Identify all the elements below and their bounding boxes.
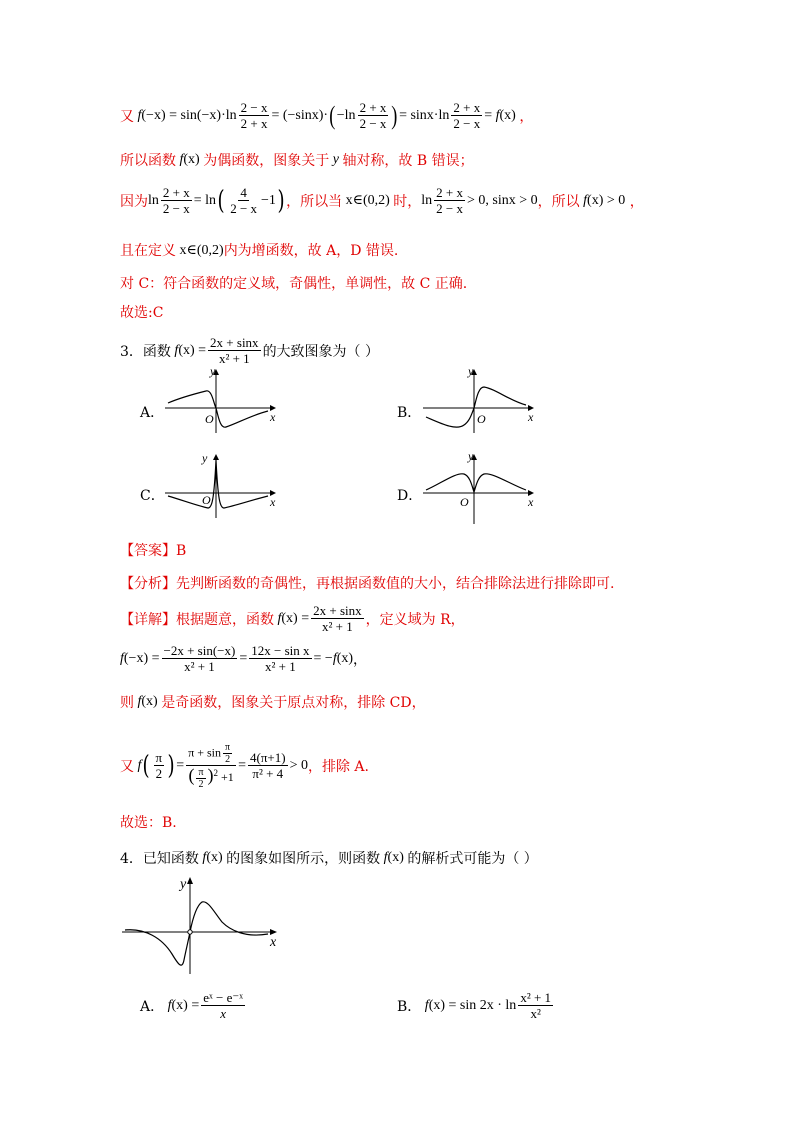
detail-line: 【详解】根据题意，函数 f(x) = $\frac{2x + \sin x}{\text{x² + 1}}$ ，定义域为 R， bbox=[120, 603, 465, 634]
fraction-den: x² + 1 bbox=[265, 659, 296, 674]
text-segment: 内为增函数，故 A，D 错误. bbox=[223, 243, 399, 259]
text-segment: 因为 bbox=[120, 193, 148, 210]
math-segment: > 0, sinx > 0 bbox=[467, 192, 538, 208]
detail-step-2: 则 f(x) 是奇函数，图象关于原点对称，排除 CD， bbox=[120, 694, 426, 711]
fraction-den: x² + 1 bbox=[322, 619, 353, 634]
option-c-graph bbox=[160, 450, 280, 520]
y-axis-label: y bbox=[180, 877, 187, 892]
x-axis-label: x bbox=[528, 410, 534, 424]
proof-line-5: 对 C：符合函数的定义域，奇偶性，单调性，故 C 正确. bbox=[120, 276, 468, 292]
detail-step-3: 又 f ( $\frac{\pi}{2}$ ) = π + sin $\frac{\pi}{2}$ ( $\frac{\pi}{2}$ )$^2$ +1 = $\frac{4(\pi+1)}{\text{π² + 4}}$ > 0 ，排除 A. bbox=[120, 742, 369, 790]
math-segment: = sin 2x · ln bbox=[448, 997, 517, 1013]
fraction-num: 2 + x bbox=[436, 185, 464, 200]
text-segment: 则 bbox=[120, 695, 134, 711]
text-segment: 所以函数 bbox=[120, 153, 176, 169]
text-segment: 【详解】根据题意，函数 bbox=[120, 611, 274, 628]
y-axis-label: y bbox=[210, 365, 216, 378]
detail-step-1: f(−x) = $\frac{-2x + \sin(-x)}{\text{x² + 1}}$ = $\frac{\text{12x − sin x}}{\text{x² + 1}}$ = −f(x) ， bbox=[120, 643, 368, 674]
question-4-graph bbox=[120, 872, 285, 977]
fraction-num: −2x + sin(−x) bbox=[163, 643, 236, 658]
option-label: A． bbox=[140, 998, 165, 1015]
fraction-num: 2 − x bbox=[240, 100, 268, 115]
option-label: B． bbox=[397, 998, 422, 1015]
proof-line-2: 所以函数 f(x) 为偶函数，图象关于 y 轴对称，故 B 错误； bbox=[120, 152, 474, 169]
text-segment: 且在定义 bbox=[120, 243, 176, 259]
text-segment: 又 bbox=[120, 758, 134, 775]
option-a-label: A． bbox=[140, 405, 165, 421]
text-segment: ，定义域为 R， bbox=[365, 611, 465, 628]
question-3: 3．函数 f(x) = $\frac{2x + \sin x}{\text{x² + 1}}$ 的大致图象为（ ） bbox=[120, 335, 380, 366]
option-d-label: D． bbox=[397, 488, 423, 504]
fraction-num: 2x + sinx bbox=[313, 603, 362, 618]
fraction-num: 2 + x bbox=[359, 100, 387, 115]
text-segment: 时， bbox=[393, 193, 422, 210]
answer-line: 【答案】B bbox=[120, 543, 187, 559]
fraction-den: 2 − x bbox=[359, 116, 387, 131]
x-axis-label: x bbox=[270, 935, 277, 950]
fraction-den: x² bbox=[530, 1006, 541, 1021]
proof-line-6: 故选:C bbox=[120, 305, 164, 321]
fraction-num: 2x + sinx bbox=[210, 335, 259, 350]
option-b-label: B． bbox=[397, 405, 422, 421]
origin-label: O bbox=[202, 493, 211, 507]
fraction-num: 4 bbox=[240, 185, 247, 200]
x-axis-label: x bbox=[528, 495, 534, 509]
fraction-num: 2 + x bbox=[453, 100, 481, 115]
fraction-den: 2 − x bbox=[436, 201, 464, 216]
fraction-den: x² + 1 bbox=[218, 351, 250, 366]
y-axis-label: y bbox=[468, 450, 474, 463]
option-d-graph bbox=[418, 450, 538, 526]
analysis-line: 【分析】先判断函数的奇偶性，再根据函数值的大小，结合排除法进行排除即可. bbox=[120, 576, 615, 592]
q4-option-b: B． f(x) = sin 2x · ln $\frac{\text{x² + 1}}{\text{x²}}$ bbox=[397, 990, 552, 1021]
math-segment: > 0 bbox=[289, 757, 308, 773]
fraction-num: x² + 1 bbox=[520, 990, 552, 1005]
x-axis-label: x bbox=[270, 495, 276, 509]
origin-label: O bbox=[477, 412, 486, 426]
fraction-den: x bbox=[220, 1006, 227, 1021]
text-segment: 轴对称，故 B 错误； bbox=[342, 153, 474, 169]
text-you: 又 bbox=[120, 109, 134, 125]
y-axis-label: y bbox=[202, 451, 208, 465]
text-segment: 3．函数 bbox=[120, 343, 171, 360]
text-segment: 为偶函数，图象关于 bbox=[203, 153, 330, 169]
option-a-graph bbox=[160, 365, 280, 435]
fraction-den: x² + 1 bbox=[184, 659, 215, 674]
text-segment: ，所以 bbox=[537, 193, 580, 210]
detail-final: 故选：B. bbox=[120, 815, 177, 831]
fraction-den: 2 + x bbox=[240, 116, 268, 131]
fraction-num: 12x − sin x bbox=[251, 643, 310, 658]
text-segment: 的大致图象为（ ） bbox=[262, 343, 380, 360]
q4-option-a: A． f(x) = $\frac{\text{eˣ − e⁻ˣ}}{x}$ bbox=[140, 990, 243, 1021]
proof-line-1: 又 f (−x) = sin(−x)·ln $\frac{2 - x}{2 + x}$ = (−sinx)· ( −ln $\frac{2 + x}{2 - x}$ ) = sinx·ln $\frac{2 + x}{2 - x}$ = f (x) ， bbox=[120, 100, 534, 131]
text-segment: ，排除 A. bbox=[307, 758, 369, 775]
x-axis-label: x bbox=[270, 410, 276, 424]
text-segment: ，所以当 bbox=[286, 193, 343, 210]
origin-label: O bbox=[460, 495, 469, 509]
fraction-den: 2 − x bbox=[230, 201, 258, 216]
fraction-den: 2 − x bbox=[453, 116, 481, 131]
origin-label: O bbox=[205, 412, 214, 426]
proof-line-3: 因为 ln $\frac{2 + x}{2 - x}$ = ln ( $\frac{4}{2 - x}$ −1 ) ，所以当 x∈(0,2) 时， ln $\frac{2 + x}{2 - x}$ > 0, sinx > 0 ，所以 f(x) > 0 ， bbox=[120, 185, 644, 216]
text-segment: 是奇函数，图象关于原点对称，排除 CD， bbox=[161, 695, 426, 711]
fraction-num: eˣ − e⁻ˣ bbox=[203, 990, 243, 1005]
fraction-den: π² + 4 bbox=[252, 766, 284, 782]
text-segment: 的解析式可能为（ ） bbox=[407, 851, 538, 867]
fraction-num: 4(π+1) bbox=[250, 750, 286, 766]
proof-line-4: 且在定义 x∈(0,2) 内为增函数，故 A，D 错误. bbox=[120, 240, 398, 260]
fraction-num: 2 + x bbox=[162, 185, 190, 200]
text-segment: 的图象如图所示，则函数 bbox=[226, 851, 381, 867]
question-4: 4．已知函数 f(x) 的图象如图所示，则函数 f(x) 的解析式可能为（ ） bbox=[120, 850, 538, 867]
y-axis-label: y bbox=[468, 365, 474, 378]
text-segment: 4．已知函数 bbox=[120, 851, 199, 867]
option-c-label: C． bbox=[140, 488, 165, 504]
fraction-den: 2 − x bbox=[162, 201, 190, 216]
option-b-graph bbox=[418, 365, 538, 435]
